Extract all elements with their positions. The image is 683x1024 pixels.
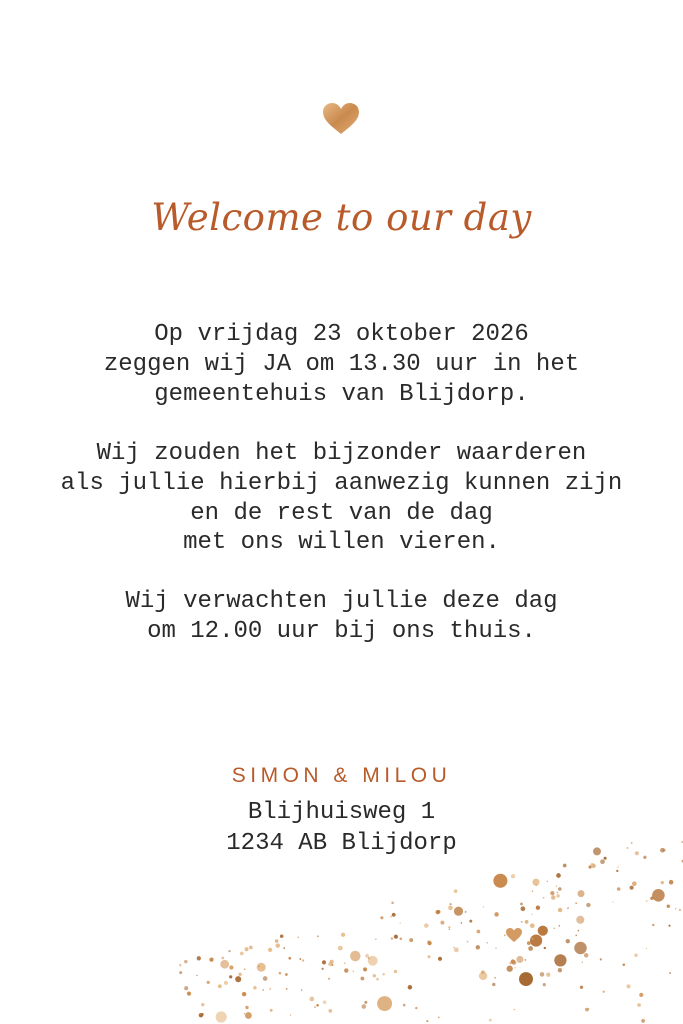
confetti-dot	[516, 956, 523, 963]
address-street: Blijhuisweg 1	[247, 799, 436, 826]
confetti-dot	[258, 966, 259, 967]
confetti-dot	[507, 966, 513, 972]
confetti-dot	[604, 857, 607, 860]
confetti-dot	[216, 1011, 227, 1022]
confetti-dot	[578, 890, 585, 897]
confetti-dot	[646, 900, 648, 902]
confetti-dot	[394, 935, 398, 939]
confetti-dot	[679, 909, 681, 911]
confetti-dot	[630, 886, 634, 890]
confetti-dot	[514, 967, 516, 969]
confetti-dot	[299, 958, 301, 960]
confetti-dot	[184, 960, 188, 964]
confetti-dot	[626, 984, 630, 988]
confetti-dot	[201, 1003, 204, 1006]
confetti-dot	[244, 1013, 245, 1014]
confetti-dot	[586, 903, 590, 907]
confetti-dot	[487, 942, 489, 944]
confetti-dot	[179, 971, 182, 974]
confetti-dot	[556, 873, 561, 878]
confetti-dot	[476, 930, 480, 934]
confetti-dot	[322, 960, 326, 964]
confetti-dot	[467, 941, 469, 943]
confetti-dot	[593, 847, 601, 855]
confetti-dot	[509, 962, 511, 964]
confetti-dot	[257, 963, 266, 972]
gold-confetti-decoration	[0, 840, 683, 1024]
confetti-dot	[200, 1013, 202, 1015]
confetti-dot	[221, 957, 224, 960]
confetti-dot	[360, 977, 364, 981]
confetti-dot	[263, 976, 268, 981]
confetti-dot	[558, 968, 562, 972]
confetti-dot	[438, 1017, 440, 1019]
confetti-dot	[675, 908, 676, 909]
confetti-dot	[228, 950, 230, 952]
confetti-dot	[520, 902, 523, 905]
confetti-dot	[424, 923, 428, 927]
confetti-dot	[285, 973, 288, 976]
confetti-dot	[238, 973, 242, 977]
confetti-dot	[543, 983, 546, 986]
confetti-dot	[636, 852, 637, 853]
confetti-dot	[603, 991, 605, 993]
text-line: als jullie hierbij aanwezig kunnen zijn	[60, 469, 623, 497]
confetti-dot	[290, 1014, 291, 1015]
confetti-dot	[270, 1009, 273, 1012]
confetti-dot	[554, 928, 556, 930]
confetti-dot	[626, 847, 628, 849]
small-heart-icon	[506, 928, 522, 942]
text-line: met ons willen vieren.	[183, 529, 500, 557]
confetti-dot	[531, 938, 533, 940]
confetti-dot	[449, 929, 450, 930]
confetti-dot	[375, 938, 377, 940]
confetti-dot	[646, 948, 647, 949]
confetti-dot	[454, 948, 459, 953]
confetti-dot	[453, 947, 455, 949]
confetti-dot	[546, 973, 550, 977]
confetti-dot	[540, 972, 545, 977]
confetti-dot	[667, 904, 670, 907]
confetti-dot	[567, 907, 569, 909]
confetti-dot	[617, 887, 621, 891]
confetti-dot	[382, 973, 384, 975]
confetti-dot	[245, 947, 249, 951]
confetti-dot	[283, 947, 285, 949]
confetti-dot	[350, 951, 360, 961]
confetti-dot	[229, 965, 233, 969]
confetti-dot	[316, 1004, 319, 1007]
confetti-dot	[578, 930, 580, 932]
confetti-dot	[363, 967, 367, 971]
confetti-dot	[376, 978, 379, 981]
confetti-dot	[297, 936, 299, 938]
confetti-dot	[341, 933, 345, 937]
confetti-dot	[493, 874, 507, 888]
confetti-dot	[309, 997, 314, 1002]
confetti-dot	[566, 939, 570, 943]
confetti-dot	[229, 975, 232, 978]
confetti-dot	[242, 992, 247, 997]
confetti-dot	[660, 848, 665, 853]
confetti-dot	[575, 935, 576, 936]
confetti-dot	[224, 981, 228, 985]
confetti-dot	[253, 986, 257, 990]
confetti-dot	[492, 983, 495, 986]
confetti-dot	[550, 891, 554, 895]
text-line: gemeentehuis van Blijdorp.	[154, 380, 529, 408]
invitation-paragraph	[0, 439, 683, 558]
heart-icon	[322, 102, 360, 136]
confetti-dot	[483, 906, 484, 907]
ceremony-paragraph	[0, 320, 683, 409]
confetti-dot	[286, 988, 288, 990]
confetti-dot	[584, 953, 589, 958]
confetti-dot	[639, 993, 643, 997]
confetti-dot	[558, 887, 561, 890]
confetti-dot	[524, 959, 526, 961]
confetti-dot	[390, 916, 392, 918]
confetti-dot	[519, 972, 533, 986]
confetti-dot	[580, 986, 583, 989]
confetti-dot	[276, 943, 280, 947]
confetti-dot	[364, 1001, 367, 1004]
confetti-dot	[600, 859, 605, 864]
confetti-dot	[589, 866, 592, 869]
confetti-dot	[454, 907, 463, 916]
confetti-dot	[631, 842, 633, 844]
confetti-dot	[344, 963, 346, 965]
confetti-dot	[556, 894, 560, 898]
confetti-dot	[461, 922, 463, 924]
confetti-dot	[328, 1009, 332, 1013]
confetti-dot	[556, 892, 558, 894]
confetti-dot	[558, 925, 560, 927]
confetti-dot	[536, 906, 540, 910]
confetti-dot	[563, 864, 567, 868]
confetti-dot	[268, 948, 272, 952]
confetti-dot	[301, 989, 302, 990]
confetti-dot	[365, 954, 369, 958]
confetti-dot	[197, 956, 201, 960]
confetti-dot	[556, 885, 557, 886]
confetti-dot	[330, 960, 334, 964]
confetti-dot	[391, 901, 394, 904]
confetti-dot	[641, 1019, 645, 1023]
confetti-dot	[399, 922, 400, 923]
text-line: zeggen wij JA om 13.30 uur in het	[103, 350, 580, 378]
confetti-dot	[652, 889, 665, 902]
confetti-dot	[288, 957, 291, 960]
confetti-dot	[245, 1012, 252, 1019]
confetti-dot	[323, 1000, 327, 1004]
confetti-dot	[275, 939, 279, 943]
confetti-dot	[338, 946, 343, 951]
confetti-dot	[494, 977, 496, 979]
confetti-dot	[269, 988, 271, 990]
confetti-dot	[328, 978, 330, 980]
confetti-dot	[440, 921, 444, 925]
confetti-dot	[511, 874, 515, 878]
confetti-dot	[244, 969, 245, 970]
confetti-dot	[576, 916, 584, 924]
confetti-dot	[427, 955, 430, 958]
confetti-dot	[317, 935, 319, 937]
confetti-dot	[617, 866, 619, 868]
text-line: Wij verwachten jullie deze dag	[125, 588, 558, 615]
confetti-dot	[525, 920, 529, 924]
confetti-dot	[623, 963, 626, 966]
confetti-dot	[380, 916, 383, 919]
couple-names: SIMON & MILOU	[231, 764, 452, 787]
confetti-dot	[489, 1019, 492, 1022]
confetti-dot	[554, 954, 566, 966]
confetti-dot	[408, 985, 413, 990]
confetti-dot	[450, 903, 452, 905]
confetti-dot	[409, 938, 413, 942]
text-line: Wij zouden het bijzonder waarderen	[96, 440, 587, 467]
confetti-dot	[538, 926, 548, 936]
confetti-dot	[521, 906, 526, 911]
confetti-dot	[575, 902, 577, 904]
confetti-dot	[438, 957, 442, 961]
confetti-dot	[448, 905, 453, 910]
confetti-dot	[652, 924, 654, 926]
confetti-dot	[481, 970, 484, 973]
confetti-dot	[669, 880, 674, 885]
text-line: Op vrijdag 23 oktober 2026	[154, 321, 529, 348]
confetti-dot	[331, 964, 333, 966]
confetti-dot	[543, 897, 545, 899]
text-line: om 12.00 uur bij ons thuis.	[147, 617, 536, 645]
confetti-dot	[668, 925, 670, 927]
confetti-dot	[344, 968, 348, 972]
confetti-dot	[448, 926, 450, 928]
confetti-dot	[427, 941, 431, 945]
confetti-dot	[321, 968, 323, 970]
confetti-dot	[634, 953, 637, 956]
confetti-dot	[196, 975, 197, 976]
confetti-dot	[544, 947, 546, 949]
confetti-dot	[574, 942, 587, 955]
confetti-dot	[535, 884, 537, 886]
confetti-dot	[600, 958, 602, 960]
confetti-dot	[582, 962, 583, 963]
welcome-heading: Welcome to our day	[151, 196, 532, 239]
confetti-dot	[531, 914, 532, 915]
confetti-dot	[527, 941, 531, 945]
confetti-dot	[392, 913, 396, 917]
confetti-dot	[469, 920, 472, 923]
confetti-dot	[558, 908, 562, 912]
confetti-dot	[437, 910, 440, 913]
confetti-dot	[494, 912, 498, 916]
confetti-dot	[394, 970, 397, 973]
confetti-dot	[179, 964, 181, 966]
confetti-dot	[637, 1003, 641, 1007]
confetti-dot	[521, 921, 523, 923]
address-city: 1234 AB Blijdorp	[226, 830, 457, 857]
confetti-dot	[362, 1004, 367, 1009]
confetti-dot	[551, 895, 555, 899]
confetti-dot	[495, 948, 496, 949]
confetti-dot	[643, 856, 646, 859]
confetti-dot	[616, 870, 618, 872]
confetti-dot	[632, 881, 637, 886]
confetti-dot	[249, 946, 253, 950]
confetti-dot	[547, 881, 548, 882]
confetti-dot	[314, 1006, 316, 1008]
confetti-dot	[220, 960, 229, 969]
confetti-dot	[454, 889, 458, 893]
confetti-dot	[669, 972, 671, 974]
confetti-dot	[240, 952, 244, 956]
confetti-dot	[391, 937, 393, 939]
confetti-dot	[377, 996, 392, 1011]
confetti-dot	[279, 972, 282, 975]
arrival-paragraph	[0, 587, 683, 647]
text-line: en de rest van de dag	[190, 499, 493, 527]
confetti-dot	[528, 946, 533, 951]
confetti-dot	[245, 1006, 248, 1009]
confetti-dot	[426, 1020, 428, 1022]
confetti-dot	[514, 1009, 516, 1011]
confetti-dot	[661, 881, 664, 884]
confetti-dot	[235, 976, 241, 982]
confetti-dot	[532, 890, 533, 891]
confetti-dot	[187, 992, 191, 996]
confetti-dot	[612, 901, 613, 902]
confetti-dot	[415, 1007, 417, 1009]
confetti-dot	[209, 957, 213, 961]
confetti-dot	[585, 1008, 589, 1012]
confetti-dot	[218, 984, 222, 988]
confetti-dot	[302, 959, 304, 961]
confetti-dot	[465, 911, 467, 913]
confetti-dot	[400, 938, 403, 941]
confetti-dot	[352, 970, 354, 972]
confetti-dot	[280, 934, 283, 937]
confetti-dot	[530, 923, 535, 928]
confetti-dot	[368, 956, 378, 966]
confetti-dot	[403, 1004, 406, 1007]
confetti-dot	[476, 945, 480, 949]
confetti-dot	[207, 981, 210, 984]
confetti-dot	[184, 986, 188, 990]
confetti-dot	[504, 934, 506, 936]
confetti-dot	[530, 935, 542, 947]
confetti-dot	[373, 974, 376, 977]
confetti-dot	[262, 989, 264, 991]
